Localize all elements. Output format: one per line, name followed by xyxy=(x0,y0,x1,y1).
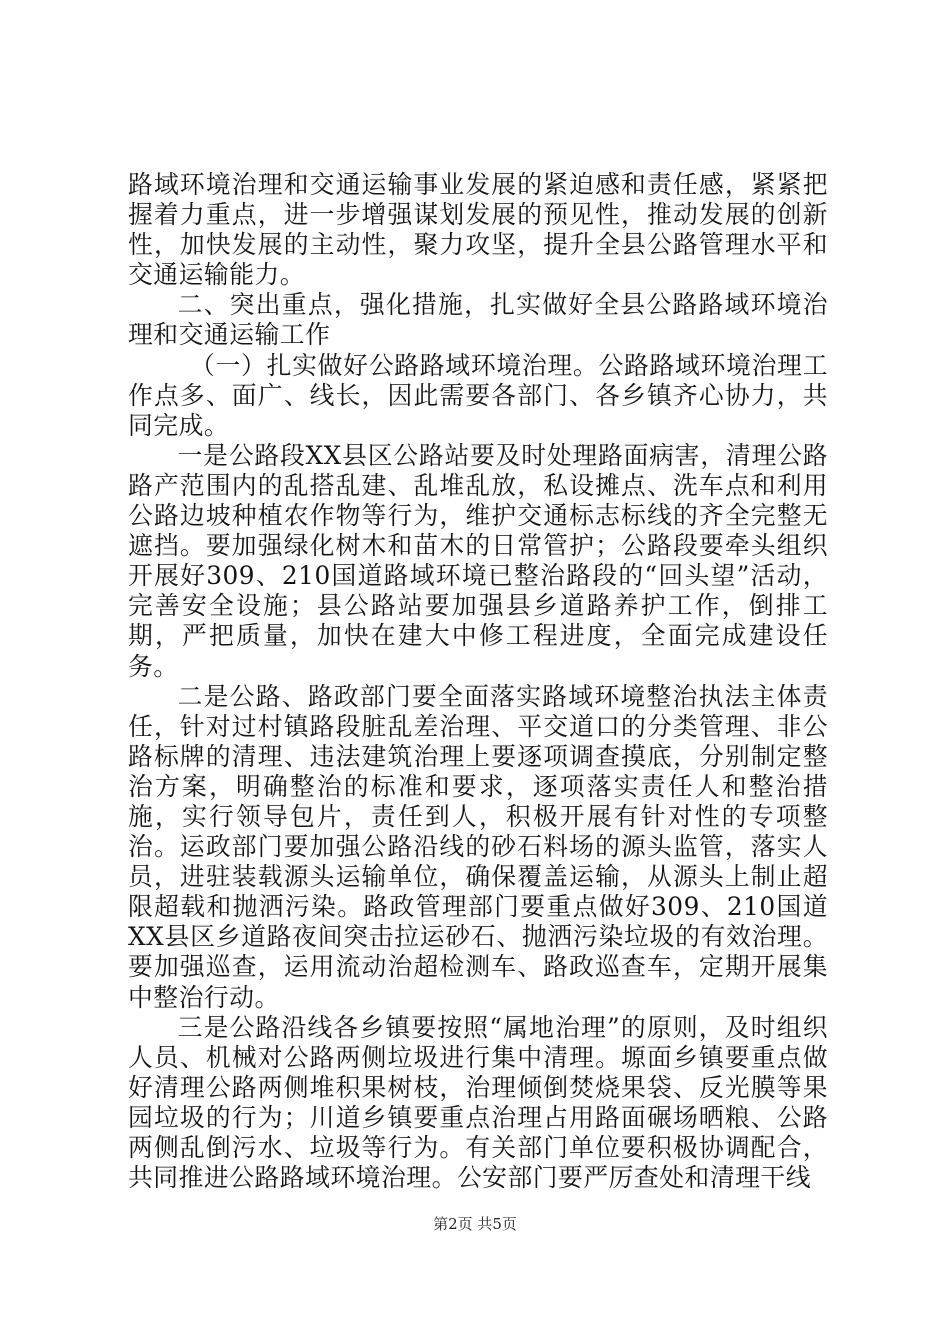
document-body xyxy=(128,170,828,1193)
paragraph-continuation: 路域环境治理和交通运输事业发展的紧迫感和责任感，紧紧把握着力重点，进一步增强谋划发展的预见性，推动发展的创新性，加快发展的主动性，聚力攻坚，提升全县公路管理水平和交通运输能力。 xyxy=(128,170,828,290)
subsection-heading: （一）扎实做好公路路域环境治理。公路路域环境治理工作点多、面广、线长，因此需要各部门、各乡镇齐心协力，共同完成。 xyxy=(128,350,828,440)
section-heading: 二、突出重点，强化措施，扎实做好全县公路路域环境治理和交通运输工作 xyxy=(128,290,828,350)
page-number-footer: 第2页 共5页 xyxy=(433,1215,517,1233)
paragraph-item-3: 三是公路沿线各乡镇要按照“属地治理”的原则，及时组织人员、机械对公路两侧垃圾进行集中清理。塬面乡镇要重点做好清理公路两侧堆积果树枝，治理倾倒焚烧果袋、反光膜等果园垃圾的行为；川道乡镇要重点治理占用路面碾场晒粮、公路两侧乱倒污水、垃圾等行为。有关部门单位要积极协调配合，共同推进公路路域环境治理。公安部门要严厉查处和清理干线 xyxy=(128,1012,828,1193)
paragraph-item-2: 二是公路、路政部门要全面落实路域环境整治执法主体责任，针对过村镇路段脏乱差治理、平交道口的分类管理、非公路标牌的清理、违法建筑治理上要逐项调查摸底，分别制定整治方案，明确整治的标准和要求，逐项落实责任人和整治措施，实行领导包片，责任到人，积极开展有针对性的专项整治。运政部门要加强公路沿线的砂石料场的源头监管，落实人员，进驻装载源头运输单位，确保覆盖运输，从源头上制止超限超载和抛洒污染。路政管理部门要重点做好309、210国道XX县区乡道路夜间突击拉运砂石、抛洒污染垃圾的有效治理。要加强巡查，运用流动治超检测车、路政巡查车，定期开展集中整治行动。 xyxy=(128,681,828,1012)
paragraph-item-1: 一是公路段XX县区公路站要及时处理路面病害，清理公路路产范围内的乱搭乱建、乱堆乱放，私设摊点、洗车点和利用公路边坡种植农作物等行为，维护交通标志标线的齐全完整无遮挡。要加强绿化树木和苗木的日常管护；公路段要牵头组织开展好309、210国道路域环境已整治路段的“回头望”活动，完善安全设施；县公路站要加强县乡道路养护工作，倒排工期，严把质量，加快在建大中修工程进度，全面完成建设任务。 xyxy=(128,440,828,681)
